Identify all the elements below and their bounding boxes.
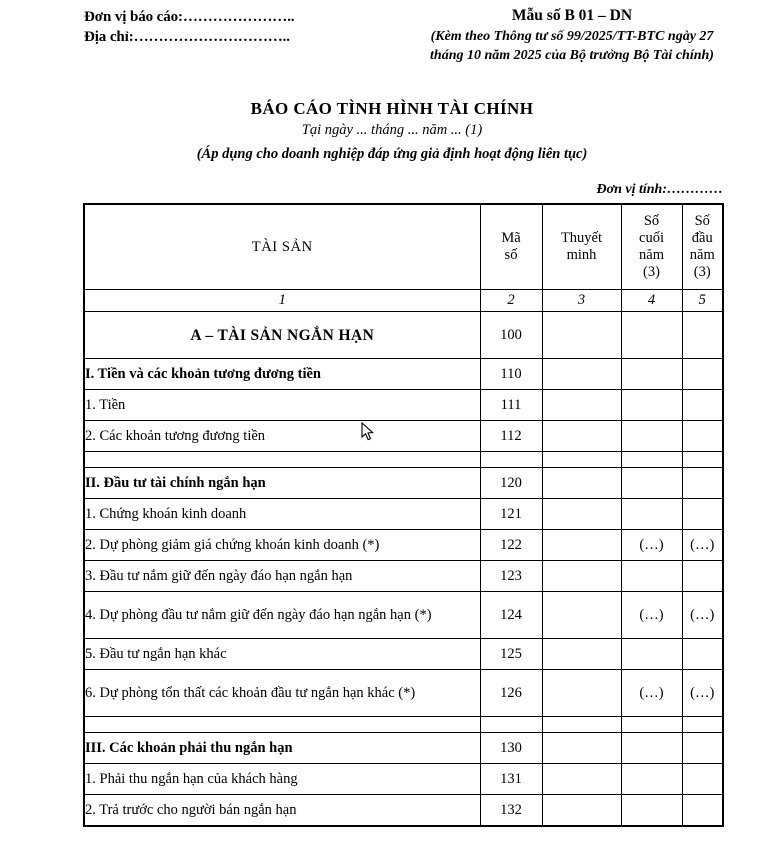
- table-row: [84, 733, 723, 764]
- table-row: [84, 359, 723, 390]
- cell-note[interactable]: [542, 452, 621, 468]
- cell-asset-name: III. Các khoản phải thu ngắn hạn: [84, 733, 480, 764]
- cell-start[interactable]: [682, 390, 723, 421]
- table-row: [84, 670, 723, 717]
- column-header-note-line-1: Thuyết: [560, 230, 603, 246]
- cell-asset-name: I. Tiền và các khoản tương đương tiền: [84, 359, 480, 390]
- column-header-code: [480, 204, 542, 290]
- table-row: [84, 530, 723, 561]
- table-row: [84, 390, 723, 421]
- cell-start[interactable]: [682, 561, 723, 592]
- table-spacer-row: [84, 452, 723, 468]
- cell-code: 125: [480, 639, 542, 670]
- cell-start[interactable]: [682, 639, 723, 670]
- table-row: [84, 561, 723, 592]
- cell-start[interactable]: [682, 733, 723, 764]
- cell-start[interactable]: [682, 359, 723, 390]
- cell-start[interactable]: [682, 717, 723, 733]
- column-header-end-line-1: Số: [643, 213, 660, 229]
- form-circular-reference: [372, 27, 772, 65]
- cell-start[interactable]: [682, 452, 723, 468]
- column-number-3: 3: [542, 290, 621, 312]
- cell-start[interactable]: [682, 764, 723, 795]
- column-numbering-row: [84, 290, 723, 312]
- cell-start[interactable]: [682, 468, 723, 499]
- column-number-2: 2: [480, 290, 542, 312]
- cell-note[interactable]: [542, 499, 621, 530]
- column-header-end-line-4: (3): [643, 264, 660, 280]
- cell-note[interactable]: [542, 468, 621, 499]
- cell-code: [480, 717, 542, 733]
- currency-unit-label: Đơn vị tính:…………: [596, 182, 723, 197]
- cell-code: 131: [480, 764, 542, 795]
- cell-end[interactable]: [621, 795, 682, 827]
- circular-line-1: (Kèm theo Thông tư số 99/2025/TT-BTC ngày 27: [430, 29, 714, 44]
- column-number-4: 4: [621, 290, 682, 312]
- cell-asset-name: [84, 452, 480, 468]
- table-header-row: [84, 204, 723, 290]
- cell-asset-name: 3. Đầu tư nắm giữ đến ngày đáo hạn ngắn hạn: [84, 561, 480, 592]
- cell-code: 121: [480, 499, 542, 530]
- cell-end[interactable]: [621, 468, 682, 499]
- cell-end[interactable]: [621, 764, 682, 795]
- cell-code: 126: [480, 670, 542, 717]
- document-header: [0, 0, 784, 95]
- table-row: [84, 312, 723, 359]
- column-header-start-line-3: năm: [689, 247, 715, 263]
- column-header-start-line-1: Số: [694, 213, 710, 229]
- circular-line-2: tháng 10 năm 2025 của Bộ trưởng Bộ Tài chính): [430, 48, 714, 63]
- cell-end[interactable]: [621, 421, 682, 452]
- form-code: Mẫu số B 01 – DN: [511, 7, 633, 24]
- cell-asset-name: 1. Phải thu ngắn hạn của khách hàng: [84, 764, 480, 795]
- cell-start[interactable]: [682, 312, 723, 359]
- cell-code: 130: [480, 733, 542, 764]
- cell-start[interactable]: [682, 795, 723, 827]
- cell-code: 112: [480, 421, 542, 452]
- column-header-start-line-2: đầu: [691, 230, 713, 246]
- cell-asset-name: 2. Các khoản tương đương tiền: [84, 421, 480, 452]
- table-body: [84, 312, 723, 827]
- cell-note[interactable]: [542, 359, 621, 390]
- report-title-block: [0, 98, 784, 165]
- cell-note[interactable]: [542, 733, 621, 764]
- table-row: [84, 468, 723, 499]
- table-row: [84, 795, 723, 827]
- cell-end[interactable]: [621, 561, 682, 592]
- cell-end[interactable]: (…): [621, 670, 682, 717]
- page-title: BÁO CÁO TÌNH HÌNH TÀI CHÍNH: [250, 99, 534, 118]
- cell-note[interactable]: [542, 561, 621, 592]
- table-header: [84, 204, 723, 312]
- cell-end[interactable]: [621, 390, 682, 421]
- cell-end[interactable]: [621, 499, 682, 530]
- financial-statement-table-wrapper: [83, 203, 724, 827]
- form-identification-block: [372, 6, 772, 65]
- column-header-note-line-2: minh: [566, 247, 597, 263]
- table-row: [84, 421, 723, 452]
- cell-code: 124: [480, 592, 542, 639]
- cell-start[interactable]: (…): [682, 592, 723, 639]
- cell-asset-name: 5. Đầu tư ngắn hạn khác: [84, 639, 480, 670]
- address-label: Địa chỉ:…………………………..: [84, 29, 290, 45]
- column-header-code-line-2: số: [504, 247, 518, 263]
- cell-note[interactable]: [542, 592, 621, 639]
- report-date-line: Tại ngày ... tháng ... năm ... (1): [301, 122, 483, 138]
- cell-end[interactable]: [621, 733, 682, 764]
- cell-note[interactable]: [542, 670, 621, 717]
- cell-asset-name: 6. Dự phòng tổn thất các khoản đầu tư ngắn hạn khác (*): [84, 670, 480, 717]
- cell-asset-name: [84, 717, 480, 733]
- cell-note[interactable]: [542, 530, 621, 561]
- cell-code: 111: [480, 390, 542, 421]
- cell-end[interactable]: [621, 717, 682, 733]
- column-header-end-line-2: cuối: [639, 230, 664, 246]
- cell-code: 100: [480, 312, 542, 359]
- cell-asset-name: 4. Dự phòng đầu tư nắm giữ đến ngày đáo hạn ngắn hạn (*): [84, 592, 480, 639]
- cell-end[interactable]: (…): [621, 592, 682, 639]
- table-row: [84, 639, 723, 670]
- cell-code: 120: [480, 468, 542, 499]
- cell-asset-name: 2. Dự phòng giảm giá chứng khoán kinh doanh (*): [84, 530, 480, 561]
- cell-asset-name: II. Đầu tư tài chính ngắn hạn: [84, 468, 480, 499]
- financial-statement-table: [83, 203, 724, 827]
- cell-asset-name: A – TÀI SẢN NGẮN HẠN: [84, 312, 480, 359]
- column-header-end-of-year: [621, 204, 682, 290]
- table-row: [84, 592, 723, 639]
- applicability-note: (Áp dụng cho doanh nghiệp đáp ứng giả định hoạt động liên tục): [196, 146, 588, 162]
- cell-end[interactable]: [621, 359, 682, 390]
- table-row: [84, 499, 723, 530]
- cell-end[interactable]: [621, 639, 682, 670]
- column-header-start-of-year: [682, 204, 723, 290]
- cell-note[interactable]: [542, 717, 621, 733]
- column-header-code-line-1: Mã: [501, 230, 521, 246]
- cell-end[interactable]: [621, 312, 682, 359]
- cell-note[interactable]: [542, 764, 621, 795]
- cell-note[interactable]: [542, 390, 621, 421]
- reporting-unit-block: [84, 7, 295, 47]
- cell-end[interactable]: (…): [621, 530, 682, 561]
- column-header-start-line-4: (3): [693, 264, 711, 280]
- cell-note[interactable]: [542, 639, 621, 670]
- cell-start[interactable]: (…): [682, 670, 723, 717]
- column-header-assets: TÀI SẢN: [84, 204, 480, 290]
- cell-start[interactable]: [682, 499, 723, 530]
- cell-note[interactable]: [542, 795, 621, 827]
- column-header-end-line-3: năm: [639, 247, 664, 263]
- cell-asset-name: 1. Chứng khoán kinh doanh: [84, 499, 480, 530]
- cell-asset-name: 1. Tiền: [84, 390, 480, 421]
- column-number-5: 5: [682, 290, 723, 312]
- cell-code: [480, 452, 542, 468]
- cell-note[interactable]: [542, 421, 621, 452]
- table-row: [84, 764, 723, 795]
- cell-end[interactable]: [621, 452, 682, 468]
- column-number-1: 1: [84, 290, 480, 312]
- table-spacer-row: [84, 717, 723, 733]
- column-header-note: [542, 204, 621, 290]
- cell-note[interactable]: [542, 312, 621, 359]
- cell-code: 123: [480, 561, 542, 592]
- cell-code: 110: [480, 359, 542, 390]
- cell-start[interactable]: [682, 421, 723, 452]
- cell-code: 132: [480, 795, 542, 827]
- reporting-unit-label: Đơn vị báo cáo:…………………..: [84, 9, 295, 25]
- cell-code: 122: [480, 530, 542, 561]
- cell-asset-name: 2. Trả trước cho người bán ngắn hạn: [84, 795, 480, 827]
- cell-start[interactable]: (…): [682, 530, 723, 561]
